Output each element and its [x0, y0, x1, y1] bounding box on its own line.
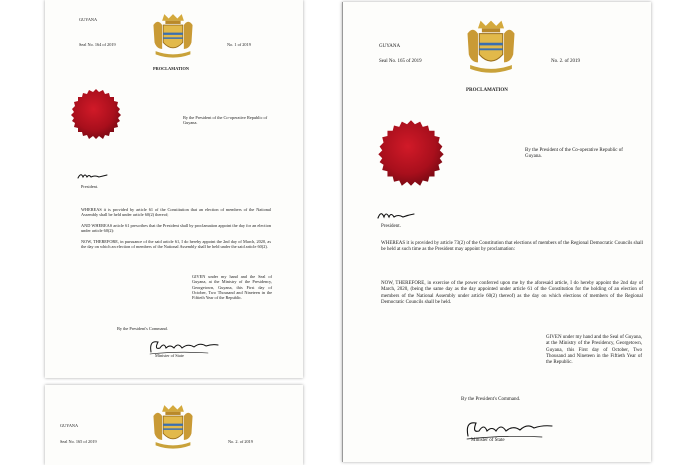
red-wax-seal-icon	[70, 88, 122, 140]
now-therefore-paragraph: NOW, THEREFORE, in exercise of the power conferred upon me by the aforesaid article, I do hereby appoint the 2nd day of March, 2020, (being the same day as the day appointed under article 61 of the Constitution for the holding of an election of members of the National Assembly under article 60(2) thereof) as the day on which elections of members of the Regional Democratic Councils shall be held.	[381, 281, 643, 305]
now-therefore-paragraph: NOW, THEREFORE, in pursuance of the said article 61, I do hereby appoint the 2nd day of March, 2020, as the day on which an election of members of the National Assembly shall be held under the said article 60(2).	[81, 239, 271, 250]
document-number: No. 2. of 2019	[228, 439, 253, 444]
president-signature-icon	[377, 209, 417, 221]
guyana-coat-of-arms-icon	[463, 18, 519, 78]
minister-of-state-label: Minister of State	[155, 353, 184, 358]
whereas-paragraph: WHEREAS it is provided by article 73(2) of the Constitution that elections of members of the Regional Democratic Councils shall be held at such time as the President may appoint by proclamation:	[381, 241, 643, 253]
left-second-proclamation-page	[45, 385, 303, 465]
document-number: No. 2. of 2019	[551, 59, 581, 64]
whereas-paragraph: WHEREAS it is provided by article 61 of the Constitution that an election of members of the National Assembly shall be held under article 60(2) thereof;	[81, 207, 271, 218]
red-wax-seal-icon	[377, 119, 445, 187]
by-the-president-text: By the President of the Co-operative Republic of Guyana.	[525, 148, 623, 160]
by-presidents-command: By the President's Command.	[117, 326, 168, 331]
seal-number: Seal No. 165 of 2019	[379, 59, 422, 64]
seal-number: Seal No. 164 of 2019	[79, 42, 116, 47]
president-label: President.	[381, 224, 401, 229]
minister-of-state-label: Minister of State	[471, 438, 505, 443]
seal-number: Seal No. 165 of 2019	[60, 439, 97, 444]
president-signature-icon	[77, 171, 111, 181]
country-label: GUYANA	[379, 44, 401, 49]
document-number: No. 1 of 2019	[227, 42, 251, 47]
and-whereas-paragraph: AND WHEREAS article 61 prescribes that the President shall by proclamation appoint the day for an election under article 60(2):	[81, 223, 271, 234]
right-proclamation-page	[342, 2, 651, 462]
left-proclamation-page	[45, 0, 303, 378]
country-label: GUYANA	[79, 17, 98, 22]
given-under-my-hand-text: GIVEN under my hand and the Seal of Guyana, at the Ministry of the Presidency, Georgetown, Guyana, this First day of October, Two Thousand and Nineteen in the Fiftieth Year of the Republic.	[546, 335, 642, 365]
guyana-coat-of-arms-icon	[149, 12, 197, 62]
by-presidents-command: By the President's Command.	[461, 397, 521, 402]
guyana-coat-of-arms-icon	[148, 403, 198, 453]
proclamation-heading: PROCLAMATION	[153, 66, 189, 71]
country-label: GUYANA	[60, 423, 79, 428]
president-label: President.	[81, 184, 99, 189]
proclamation-heading: PROCLAMATION	[466, 88, 508, 93]
given-under-my-hand-text: GIVEN under my hand and the Seal of Guyana, at the Ministry of the Presidency, Georgetown, Guyana, this First day of October, Two Thousand and Nineteen in the Fiftieth Year of the Republic.	[192, 274, 272, 301]
by-the-president-text: By the President of the Co-operative Republic of Guyana.	[183, 115, 268, 126]
